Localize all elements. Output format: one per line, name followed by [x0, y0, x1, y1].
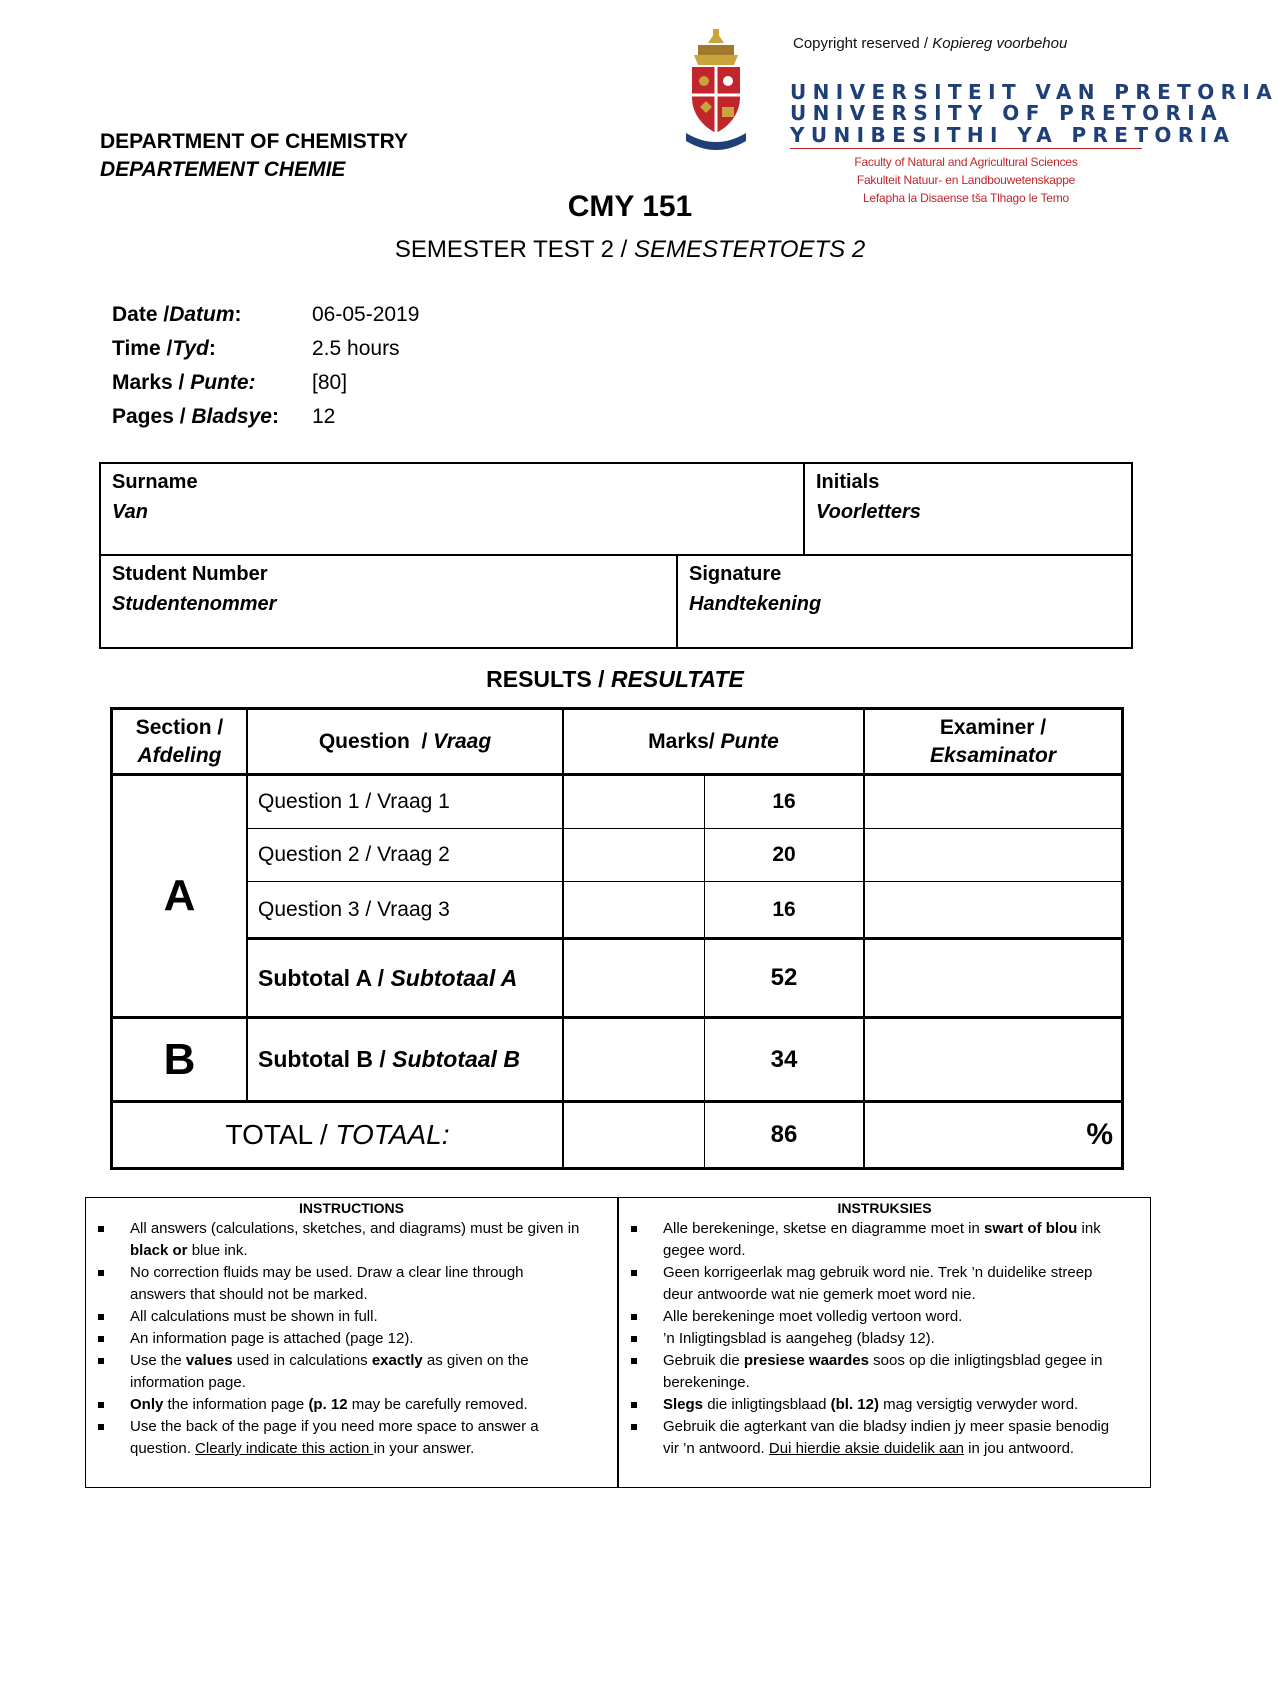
university-name-af: UNIVERSITEIT VAN PRETORIA	[790, 80, 1278, 104]
meta-marks: Marks / Punte: [80]	[112, 371, 348, 394]
section-b-label: B	[163, 1034, 196, 1084]
instruction-item: No correction fluids may be used. Draw a clear line through answers that should not be marked.	[86, 1262, 583, 1306]
question-1-score-input[interactable]	[564, 776, 704, 828]
instruction-item: ’n Inligtingsblad is aangeheg (bladsy 12).	[619, 1328, 1126, 1350]
university-divider	[790, 148, 1142, 149]
instruction-item: Alle berekeninge, sketse en diagramme moet in swart of blou ink gegee word.	[619, 1218, 1126, 1262]
question-3-label: Question 3 / Vraag 3	[258, 897, 450, 921]
total-label: TOTAL / TOTAAL:	[225, 1119, 450, 1150]
meta-pages: Pages / Bladsye: 12	[112, 405, 336, 428]
subtotal-b-examiner-input[interactable]	[865, 1019, 1121, 1100]
question-3-score-input[interactable]	[564, 882, 704, 937]
instruction-item: Gebruik die agterkant van die bladsy indien jy meer spasie benodig vir ’n antwoord. Dui hierdie aksie duidelik aan in jou antwoord.	[619, 1416, 1126, 1460]
faculty-name-en: Faculty of Natural and Agricultural Sciences	[854, 155, 1078, 169]
question-2-max-marks: 20	[772, 843, 796, 866]
question-3-max-marks: 16	[772, 897, 796, 921]
meta-date-value: 06-05-2019	[312, 303, 420, 326]
student-details-box	[99, 462, 1133, 649]
header-examiner: Examiner / Eksaminator	[929, 715, 1057, 767]
instructions-box	[85, 1197, 1151, 1488]
question-1-max-marks: 16	[772, 790, 796, 813]
instruction-item: Use the values used in calculations exactly as given on the information page.	[86, 1350, 583, 1394]
subtotal-b-max-marks: 34	[770, 1045, 798, 1073]
header-question: Question / Vraag	[318, 729, 492, 753]
meta-pages-value: 12	[312, 405, 336, 428]
header-marks: Marks/ Punte	[648, 729, 779, 753]
meta-time-value: 2.5 hours	[312, 337, 400, 360]
question-3-examiner-input[interactable]	[865, 882, 1121, 937]
student-number-field[interactable]: Student Number Studentenommer	[112, 563, 277, 615]
instruction-item: Alle berekeninge moet volledig vertoon word.	[619, 1306, 1126, 1328]
instruction-item: Only the information page (p. 12 may be carefully removed.	[86, 1394, 583, 1416]
instructions-en	[86, 1198, 617, 1460]
header-section: Section / Afdeling	[135, 715, 224, 767]
university-crest-icon	[682, 25, 750, 153]
total-score-input[interactable]	[564, 1103, 704, 1167]
instructions-af-heading: INSTRUKSIES	[837, 1200, 932, 1216]
results-table	[110, 707, 1124, 1170]
instruction-item: Slegs die inligtingsblaad (bl. 12) mag versigtig verwyder word.	[619, 1394, 1126, 1416]
course-code: CMY 151	[567, 190, 693, 223]
initials-field[interactable]: Initials Voorletters	[816, 471, 921, 523]
meta-time: Time /Tyd: 2.5 hours	[112, 337, 400, 360]
faculty-name-nso: Lefapha la Disaense tša Tlhago le Temo	[862, 191, 1070, 205]
meta-date: Date /Datum: 06-05-2019	[112, 303, 420, 326]
instruction-item: Geen korrigeerlak mag gebruik word nie. Trek ’n duidelike streep deur antwoorde wat nie gemerk moet word nie.	[619, 1262, 1126, 1306]
subtotal-a-label: Subtotal A / Subtotaal A	[258, 964, 518, 991]
copyright-notice: Copyright reserved / Kopiereg voorbehou	[793, 35, 1068, 52]
question-1-label: Question 1 / Vraag 1	[258, 790, 450, 813]
question-2-label: Question 2 / Vraag 2	[258, 843, 450, 866]
university-name-nso: YUNIBESITHI YA PRETORIA	[790, 123, 1236, 147]
instruction-item: An information page is attached (page 12).	[86, 1328, 583, 1350]
results-title: RESULTS / RESULTATE	[486, 666, 744, 692]
test-title: SEMESTER TEST 2 / SEMESTERTOETS 2	[394, 236, 866, 263]
instruction-item: Gebruik die presiese waardes soos op die inligtingsblad gegee in berekeninge.	[619, 1350, 1126, 1394]
university-name-en: UNIVERSITY OF PRETORIA	[790, 101, 1224, 125]
signature-field[interactable]: Signature Handtekening	[689, 563, 822, 615]
instructions-en-heading: INSTRUCTIONS	[299, 1200, 404, 1216]
question-2-score-input[interactable]	[564, 829, 704, 881]
instruction-item: All answers (calculations, sketches, and diagrams) must be given in black or blue ink.	[86, 1218, 583, 1262]
total-max-marks: 86	[770, 1121, 798, 1148]
surname-field[interactable]: Surname Van	[112, 471, 198, 523]
subtotal-a-score-input[interactable]	[564, 940, 704, 1016]
subtotal-b-score-input[interactable]	[564, 1019, 704, 1100]
department-name-af: DEPARTEMENT CHEMIE	[100, 158, 346, 181]
subtotal-a-max-marks: 52	[770, 964, 798, 991]
instruction-item: All calculations must be shown in full.	[86, 1306, 583, 1328]
subtotal-b-label: Subtotal B / Subtotaal B	[258, 1046, 520, 1072]
section-a-label: A	[163, 871, 196, 920]
question-1-examiner-input[interactable]	[865, 776, 1121, 828]
question-2-examiner-input[interactable]	[865, 829, 1121, 881]
instructions-af	[619, 1198, 1150, 1460]
faculty-name-af: Fakulteit Natuur- en Landbouwetenskappe	[856, 173, 1076, 187]
meta-marks-value: [80]	[312, 371, 348, 394]
total-percent[interactable]: %	[1086, 1118, 1113, 1151]
department-name-en: DEPARTMENT OF CHEMISTRY	[100, 130, 408, 153]
instruction-item: Use the back of the page if you need more space to answer a question. Clearly indicate this action in your answer.	[86, 1416, 583, 1460]
subtotal-a-examiner-input[interactable]	[865, 940, 1121, 1016]
